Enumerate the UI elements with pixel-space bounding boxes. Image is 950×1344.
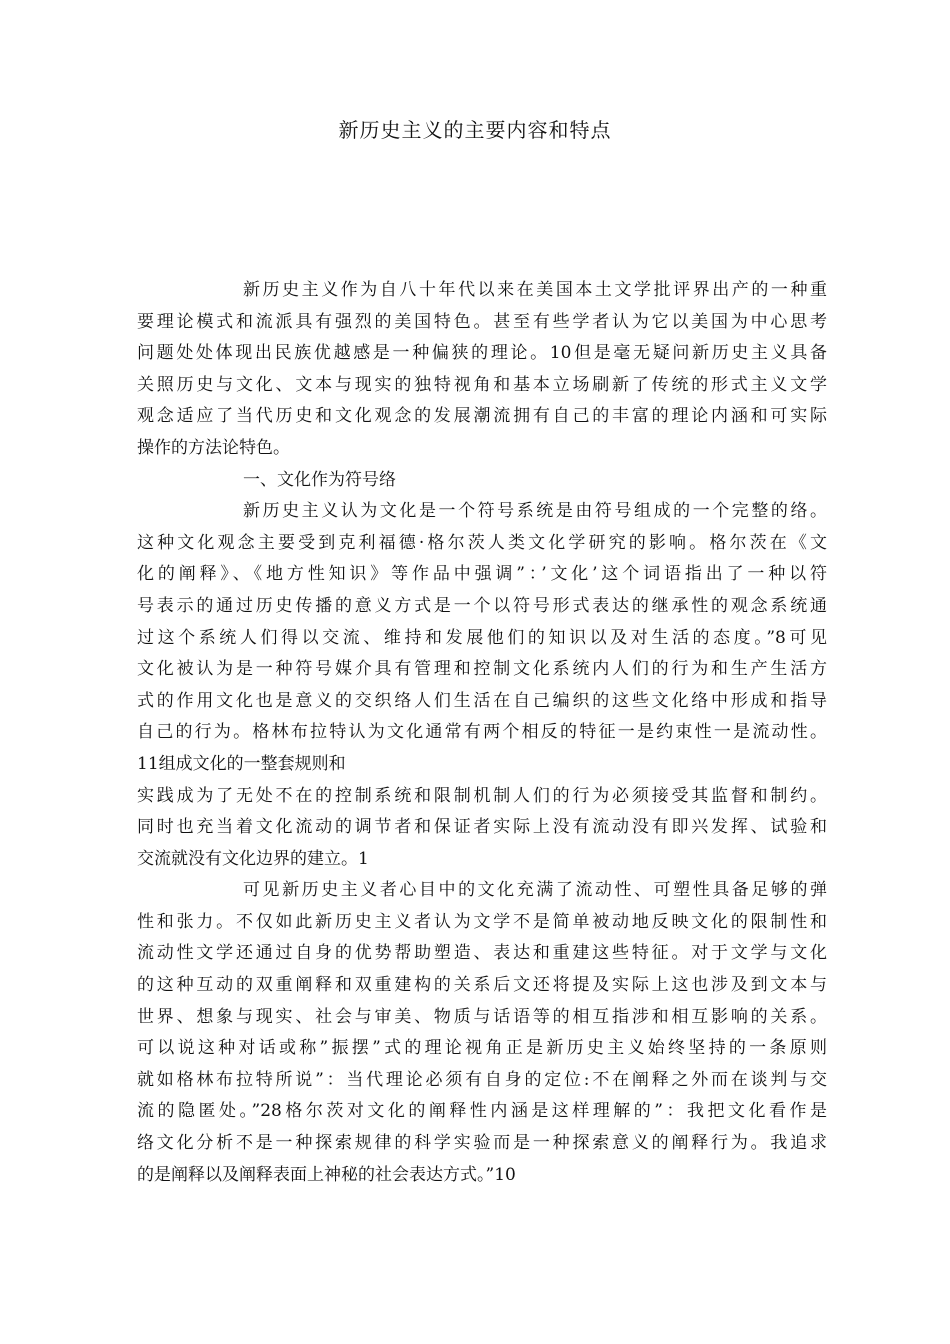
- text-line: 性和张力。不仅如此新历史主义者认为文学不是简单被动地反映文化的限制性和: [137, 911, 827, 932]
- text-line: 问题处处体现出民族优越感是一种偏狭的理论。10但是毫无疑问新历史主义具备: [137, 343, 827, 364]
- text-line: 可见新历史主义者心目中的文化充满了流动性、可塑性具备足够的弹: [243, 880, 827, 901]
- text-line: 新历史主义认为文化是一个符号系统是由符号组成的一个完整的络。: [243, 501, 827, 522]
- text-line: 的是阐释以及阐释表面上神秘的社会表达方式。”10: [137, 1164, 516, 1185]
- text-line: 自己的行为。格林布拉特认为文化通常有两个相反的特征一是约束性一是流动性。: [137, 722, 827, 743]
- text-line: 世界、想象与现实、社会与审美、物质与话语等的相互指涉和相互影响的关系。: [137, 1006, 827, 1027]
- text-line: 一、文化作为符号络: [243, 469, 396, 490]
- text-line: 流动性文学还通过自身的优势帮助塑造、表达和重建这些特征。对于文学与文化: [137, 943, 827, 964]
- text-line: 可以说这种对话或称”振摆”式的理论视角正是新历史主义始终坚持的一条原则: [137, 1038, 827, 1059]
- text-line: 过这个系统人们得以交流、维持和发展他们的知识以及对生活的态度。”8可见: [137, 627, 827, 648]
- text-line: 文化被认为是一种符号媒介具有管理和控制文化系统内人们的行为和生产生活方: [137, 659, 827, 680]
- document-title: 新历史主义的主要内容和特点: [338, 118, 612, 142]
- text-line: 式的作用文化也是意义的交织络人们生活在自己编织的这些文化络中形成和指导: [137, 690, 827, 711]
- text-line: 观念适应了当代历史和文化观念的发展潮流拥有自己的丰富的理论内涵和可实际: [137, 406, 827, 427]
- text-line: 号表示的通过历史传播的意义方式是一个以符号形式表达的继承性的观念系统通: [137, 595, 827, 616]
- text-line: 的这种互动的双重阐释和双重建构的关系后文还将提及实际上这也涉及到文本与: [137, 975, 827, 996]
- text-line: 这种文化观念主要受到克利福德·格尔茨人类文化学研究的影响。格尔茨在《文: [137, 532, 827, 553]
- text-line: 络文化分析不是一种探索规律的科学实验而是一种探索意义的阐释行为。我追求: [137, 1133, 827, 1154]
- text-line: 实践成为了无处不在的控制系统和限制机制人们的行为必须接受其监督和制约。: [137, 785, 827, 806]
- text-line: 11组成文化的一整套规则和: [137, 753, 346, 774]
- text-line: 化的阐释》、《地方性知识》等作品中强调”：’文化’这个词语指出了一种以符: [137, 564, 827, 585]
- document-body: [137, 275, 827, 1191]
- text-line: 关照历史与文化、文本与现实的独特视角和基本立场刷新了传统的形式主义文学: [137, 374, 827, 395]
- text-line: 操作的方法论特色。: [137, 437, 290, 458]
- text-line: 新历史主义作为自八十年代以来在美国本土文学批评界出产的一种重: [243, 280, 827, 300]
- text-line: 同时也充当着文化流动的调节者和保证者实际上没有流动没有即兴发挥、试验和: [137, 817, 827, 838]
- text-line: 就如格林布拉特所说”：当代理论必须有自身的定位:不在阐释之外而在谈判与交: [137, 1069, 827, 1090]
- text-line: 要理论模式和流派具有强烈的美国特色。甚至有些学者认为它以美国为中心思考: [137, 311, 827, 332]
- text-line: 流的隐匿处。”28格尔茨对文化的阐释性内涵是这样理解的”：我把文化看作是: [137, 1101, 827, 1122]
- text-line: 交流就没有文化边界的建立。1: [137, 848, 369, 869]
